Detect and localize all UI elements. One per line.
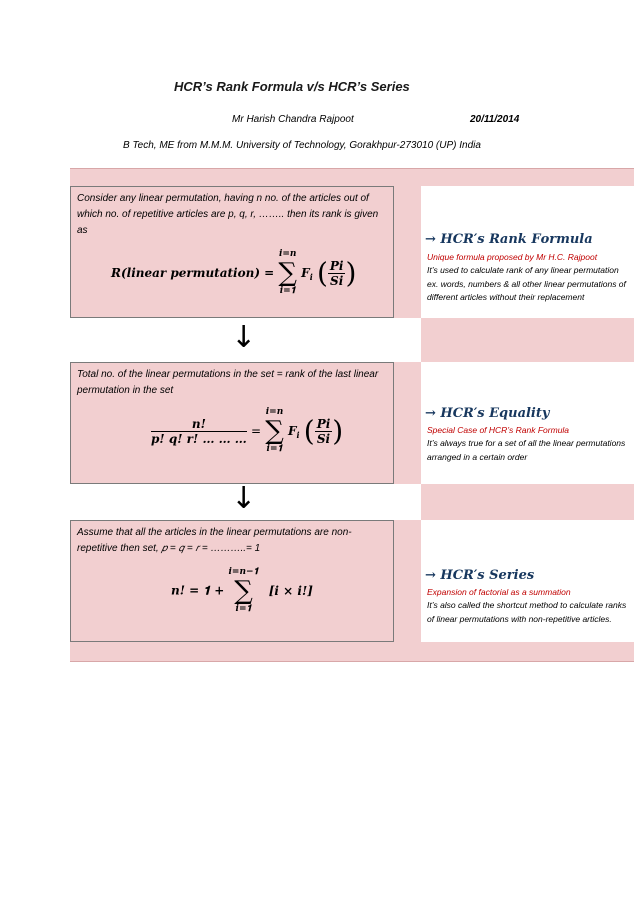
series-formula [171, 567, 313, 615]
sum-bottom: 𝒊=𝟏 [279, 286, 296, 296]
sigma-icon: ∑ [278, 258, 297, 288]
author-name: Mr Harish Chandra Rajpoot [232, 114, 354, 125]
close-paren: ) [345, 256, 357, 290]
summation [265, 407, 284, 455]
ratio-num: 𝑷𝒊 [329, 258, 344, 273]
ratio [315, 417, 333, 446]
date: 20/11/2014 [470, 114, 520, 125]
description-rank-formula: It’s used to calculate rank of any linear permutation ex. words, numbers & all other linear permutations of different articles without their replacement [427, 265, 626, 302]
sum-top: 𝒊=𝒏 [265, 407, 284, 417]
term-f: 𝑭 [301, 266, 310, 280]
page-title: HCR’s Rank Formula v/s HCR’s Series [174, 79, 410, 94]
box-text: Consider any linear permutation, having n no. of the articles out of which no. of repetitive articles are p, q, r, …….. then its rank is given as [77, 193, 379, 236]
sum-top: 𝒊=𝒏 [278, 249, 297, 259]
summation [229, 567, 259, 615]
series-term: [𝒊 × 𝒊!] [268, 584, 313, 598]
heading-equality: → 𝑯𝑪𝑹′𝒔 𝑬𝒒𝒖𝒂𝒍𝒊𝒕𝒚 [425, 406, 550, 421]
right-cell-2 [421, 362, 634, 484]
ratio-num: 𝑷𝒊 [316, 416, 331, 431]
down-arrow-icon: ↓ [231, 320, 257, 355]
open-paren: ( [316, 256, 328, 290]
ratio [328, 259, 346, 288]
subheading-rank-formula: Unique formula proposed by Mr H.C. Rajpoot [427, 252, 598, 262]
box-text: Assume that all the articles in the linear permutations are non-repetitive then set, 𝑝 = 𝑞 = 𝑟 = ………..= 1 [77, 527, 352, 554]
sum-bottom: 𝒊=𝟏 [266, 444, 283, 454]
description-equality: It’s always true for a set of all the linear permutations arranged in a certain order [427, 438, 626, 462]
lhs-fraction [151, 417, 247, 446]
open-paren: ( [303, 414, 315, 448]
close-paren: ) [332, 414, 344, 448]
description-series: It’s also called the shortcut method to calculate ranks of linear permutations with non-repetitive articles. [427, 600, 627, 624]
equality-box [70, 362, 394, 484]
equals-sign: = [250, 424, 262, 438]
summation [278, 249, 297, 297]
rank-formula [111, 249, 356, 297]
term-f-sub: 𝒊 [296, 429, 300, 440]
sum-bottom: 𝒊=𝟏 [235, 604, 252, 614]
heading-series: → 𝑯𝑪𝑹′𝒔 𝑺𝒆𝒓𝒊𝒆𝒔 [425, 568, 535, 583]
sigma-icon: ∑ [234, 576, 253, 606]
subheading-series: Expansion of factorial as a summation [427, 587, 571, 597]
formula-lhs: 𝑹(𝒍𝒊𝒏𝒆𝒂𝒓 𝒑𝒆𝒓𝒎𝒖𝒕𝒂𝒕𝒊𝒐𝒏) = [111, 266, 275, 280]
series-box [70, 520, 394, 642]
ratio-den: 𝑺𝒊 [330, 273, 344, 288]
term-f-sub: 𝒊 [309, 271, 313, 282]
equality-formula [151, 407, 343, 455]
rank-formula-box [70, 186, 394, 318]
affiliation: B Tech, ME from M.M.M. University of Technology, Gorakhpur-273010 (UP) India [123, 140, 481, 151]
heading-rank-formula: → 𝑯𝑪𝑹′𝒔 𝑹𝒂𝒏𝒌 𝑭𝒐𝒓𝒎𝒖𝒍𝒂 [425, 232, 593, 247]
box-text: Total no. of the linear permutations in the set = rank of the last linear permutation in the set [77, 369, 379, 396]
lhs-den: 𝒑! 𝒒! 𝒓! … … … [151, 431, 247, 446]
ratio-den: 𝑺𝒊 [316, 431, 331, 446]
sigma-icon: ∑ [265, 416, 284, 446]
down-arrow-icon: ↓ [231, 481, 257, 516]
term-f: 𝑭 [287, 424, 297, 438]
subheading-equality: Special Case of HCR’s Rank Formula [427, 425, 570, 435]
lhs-num: 𝒏! [151, 417, 247, 432]
sum-top: 𝒊=𝒏−𝟏 [228, 567, 259, 577]
series-lhs: 𝒏! = 𝟏 + [171, 583, 225, 598]
